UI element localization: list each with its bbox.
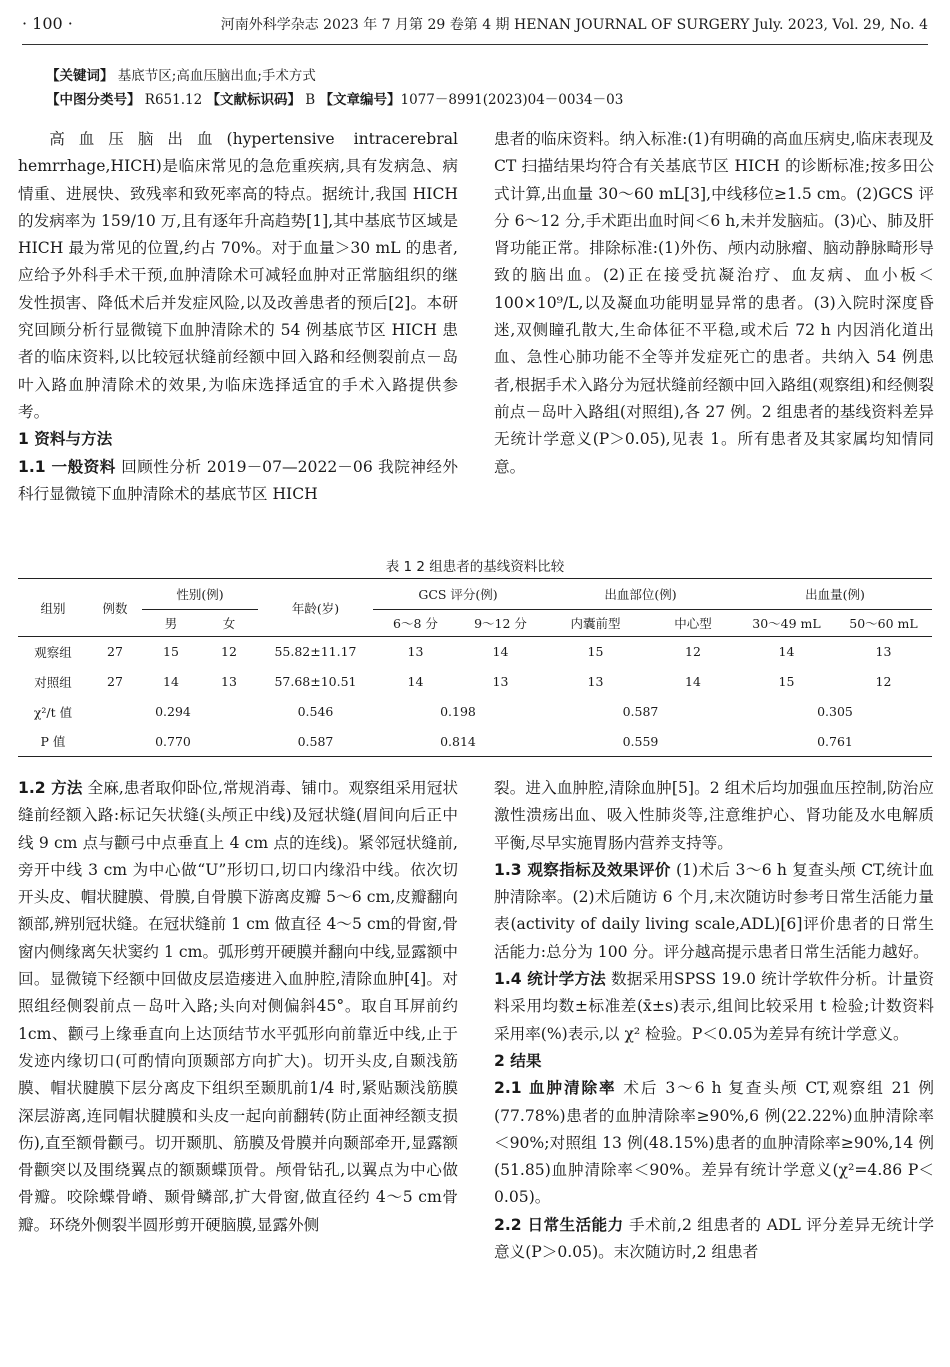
th-group: 组别 [18, 579, 88, 637]
table-cell: 15 [163, 644, 179, 660]
th-gcs: GCS 评分(例) [373, 579, 543, 610]
section-2-1 [494, 1075, 934, 1211]
th-sex: 性别(例) [142, 579, 258, 610]
section-2-2-title: 2.2 日常生活能力 [494, 1215, 624, 1234]
table-cell: 13 [221, 674, 237, 689]
section-1-3 [494, 857, 934, 966]
th-vol-2: 50～60 mL [835, 610, 932, 637]
table-cell: 13 [875, 644, 892, 660]
keywords-block [46, 64, 623, 112]
section-1-4-title: 1.4 统计学方法 [494, 970, 606, 989]
th-site-2: 中心型 [648, 610, 738, 637]
section-2-1-title: 2.1 血肿清除率 [494, 1079, 617, 1098]
section-1-4 [494, 966, 934, 1048]
p-age: 0.587 [258, 727, 373, 757]
table-cell: 12 [875, 674, 892, 689]
table-header-row-2 [18, 610, 932, 637]
th-male: 男 [142, 610, 200, 637]
stat-sex: 0.294 [155, 704, 191, 719]
section-1-heading: 1 资料与方法 [18, 430, 113, 449]
keywords-text: 基底节区;高血压脑出血;手术方式 [113, 68, 316, 84]
table-row-stat [18, 697, 932, 727]
section-1-2-text: 全麻,患者取仰卧位,常规消毒、铺巾。观察组采用冠状缝前经额入路:标记矢状缝(头颅正中线)及冠状缝(眉间向后正中线 9 cm 点与颧弓中点垂直上 4 cm 点的连线)。紧邻冠状缝前,旁开中线 3 cm 为中心做“U”形切口,切口内缘沿中线。依次切开头皮、帽状腱膜、骨膜,自骨膜下游离皮瓣 5～6 cm,皮瓣翻向额部,辨别冠状缝。在冠状缝前 1 cm 做直径 4～5 cm的骨窗,骨窗内侧缘离矢状窦约 1 cm。弧形剪开硬膜并翻向中线,显露额中回。显微镜下经额中回做皮层造瘘进入血肿腔,清除血肿[4]。对照组经侧裂前点－岛叶入路;头向对侧偏斜45°。取自耳屏前约1cm、颧弓上缘垂直向上达顶结节水平弧形向前靠近中线,止于发迹内缘切口(可酌情向顶颞部方向扩大)。切开头皮,自颞浅筋膜、帽状腱膜下层分离皮下组织至颞肌前1/4 时,紧贴颞浅筋膜深层游离,连同帽状腱膜和头皮一起向前翻转(防止面神经额支损伤),直至额骨颧弓。切开颞肌、筋膜及骨膜并向颞部牵开,显露额骨颧突以及围绕翼点的额颞蝶顶骨。颅骨钻孔,以翼点为中心做骨瓣。咬除蝶骨嵴、颞骨鳞部,扩大骨窗,做直径约 4～5 cm骨瓣。环绕外侧裂半圆形剪开硬脑膜,显露外侧 [18, 779, 458, 1234]
table-header-row-1 [18, 579, 932, 610]
th-n: 例数 [88, 579, 142, 637]
th-age: 年龄(岁) [258, 579, 373, 637]
table-row-control [18, 667, 932, 697]
section-1-2-title: 1.2 方法 [18, 779, 83, 797]
table-cell: 12 [221, 644, 237, 660]
th-site-1: 内囊前型 [543, 610, 648, 637]
table-cell: 57.68±10.51 [274, 674, 357, 689]
p-sex: 0.770 [88, 727, 258, 757]
doc-code-text: B [300, 92, 320, 108]
section-1-1-title: 1.1 一般资料 [18, 457, 116, 476]
page-number: · 100 · [22, 14, 73, 33]
p-site: 0.559 [543, 727, 738, 757]
stat-age: 0.546 [297, 704, 334, 719]
section-2-1-text: 术后 3～6 h 复查头颅 CT,观察组 21 例(77.78%)患者的血肿清除率≥90%,6 例(22.22%)血肿清除率＜90%;对照组 13 例(48.15%)患者的血肿清除率≥90%,14 例(51.85)血肿清除率＜90%。差异有统计学意义(χ²=4.86 P＜0.05)。 [494, 1079, 934, 1207]
th-vol-1: 30～49 mL [738, 610, 835, 637]
right-column-top [494, 126, 934, 481]
left-column-top [18, 126, 458, 508]
right-column-bottom [494, 775, 934, 1266]
section-1-2 [18, 775, 458, 1239]
section-1-1 [18, 454, 458, 509]
section-1-3-title: 1.3 观察指标及效果评价 [494, 860, 671, 879]
method-continuation: 裂。进入血肿腔,清除血肿[5]。2 组术后均加强血压控制,防治应激性溃疡出血、吸入性肺炎等,注意维护心、肾功能及水电解质平衡,尽早实施胃肠内营养支持等。 [494, 779, 934, 852]
table-cell: 27 [107, 644, 123, 660]
table-cell: 12 [685, 644, 701, 660]
section-2-2 [494, 1212, 934, 1267]
table-cell: 14 [407, 674, 424, 689]
th-gcs-2: 9～12 分 [458, 610, 543, 637]
journal-info: 河南外科学杂志 2023 年 7 月第 29 卷第 4 期 HENAN JOURNAL OF SURGERY July. 2023, Vol. 29, No. 4 [220, 17, 928, 33]
classification-label: 【中图分类号】 [46, 92, 141, 108]
criteria-paragraph: 患者的临床资料。纳入标准:(1)有明确的高血压病史,临床表现及 CT 扫描结果均符合有关基底节区 HICH 的诊断标准;按多田公式计算,出血量 30～60 mL[3],中线移位≥1.5 cm。(2)GCS 评分 6～12 分,手术距出血时间＜6 h,未并发脑疝。(3)心、肺及肝肾功能正常。排除标准:(1)外伤、颅内动脉瘤、脑动静脉畸形导致的脑出血。(2)正在接受抗凝治疗、血友病、血小板＜100×10⁹/L,以及凝血功能明显异常的患者。(3)入院时深度昏迷,双侧瞳孔散大,生命体征不平稳,或术后 72 h 内因消化道出血、急性心肺功能不全等并发症死亡的患者。共纳入 54 例患者,根据手术入路分为冠状缝前经额中回入路组(观察组)和经侧裂前点－岛叶入路组(对照组),各 27 例。2 组患者的基线资料差异无统计学意义(P＞0.05),见表 1。所有患者及其家属均知情同意。 [494, 130, 934, 476]
table-cell: 14 [163, 674, 179, 689]
table-cell: 13 [407, 644, 424, 660]
doc-code-label: 【文献标识码】 [206, 92, 301, 108]
th-female: 女 [200, 610, 258, 637]
p-label: P 值 [18, 727, 88, 757]
article-no-label: 【文章编号】 [319, 92, 401, 108]
table-cell: 14 [778, 644, 795, 660]
classification-text: R651.12 [140, 92, 207, 108]
stat-gcs: 0.198 [440, 704, 476, 719]
running-header [22, 14, 928, 45]
baseline-table [18, 578, 932, 757]
stat-volume: 0.305 [817, 704, 853, 719]
p-volume: 0.761 [738, 727, 932, 757]
table-cell: 15 [778, 674, 795, 689]
table-cell: 对照组 [34, 674, 72, 690]
table-cell: 14 [492, 644, 509, 660]
table-cell: 55.82±11.17 [274, 644, 357, 660]
th-site: 出血部位(例) [543, 579, 738, 610]
section-2-heading: 2 结果 [494, 1051, 542, 1070]
article-no-text: 1077－8991(2023)04－0034－03 [400, 92, 624, 108]
table-cell: 13 [587, 674, 604, 689]
table-cell: 14 [685, 674, 701, 689]
stat-site: 0.587 [622, 704, 659, 719]
table-row-observation [18, 637, 932, 667]
table-caption: 表 1 2 组患者的基线资料比较 [385, 559, 565, 575]
table-cell: 观察组 [34, 644, 72, 660]
section-2-2-text: 手术前,2 组患者的 ADL 评分差异无统计学意义(P＞0.05)。末次随访时,2 组患者 [494, 1215, 935, 1262]
th-volume: 出血量(例) [738, 579, 932, 610]
p-gcs: 0.814 [373, 727, 543, 757]
keywords-label: 【关键词】 [46, 68, 114, 84]
table-row-p [18, 727, 932, 757]
table-cell: 13 [492, 674, 509, 689]
stat-label: χ²/t 值 [33, 704, 73, 720]
table-cell: 15 [587, 644, 604, 660]
section-1-3-text: (1)术后 3～6 h 复查头颅 CT,统计血肿清除率。(2)术后随访 6 个月,末次随访时参考日常生活能力量表(activity of daily living scale,ADL)[6]评价患者的日常生活能力:总分为 100 分。评分越高提示患者日常生活能力越好。 [494, 860, 934, 961]
intro-paragraph: 高血压脑出血(hypertensive intracerebral hemrrhage,HICH)是临床常见的急危重疾病,具有发病急、病情重、进展快、致残率和致死率高的特点。据统计,我国 HICH 的发病率为 159/10 万,且有逐年升高趋势[1],其中基底节区域是 HICH 最为常见的位置,约占 70%。对于血量＞30 mL 的患者,应给予外科手术干预,血肿清除术可减轻血肿对正常脑组织的继发性损害、降低术后并发症风险,以及改善患者的预后[2]。本研究回顾分析行显微镜下血肿清除术的 54 例基底节区 HICH 患者的临床资料,以比较冠状缝前经额中回入路和经侧裂前点－岛叶入路血肿清除术的效果,为临床选择适宜的手术入路提供参考。 [18, 130, 458, 421]
section-1-4-text: 数据采用SPSS 19.0 统计学软件分析。计量资料采用均数±标准差(x̄±s)表示,组间比较采用 t 检验;计数资料采用率(%)表示,以 χ² 检验。P＜0.05为差异有统计学意义。 [494, 970, 934, 1043]
left-column-bottom [18, 775, 458, 1239]
table-cell: 27 [107, 674, 123, 689]
section-1-1-text: 回顾性分析 2019－07—2022－06 我院神经外科行显微镜下血肿清除术的基底节区 HICH [18, 457, 458, 503]
th-gcs-1: 6～8 分 [373, 610, 458, 637]
